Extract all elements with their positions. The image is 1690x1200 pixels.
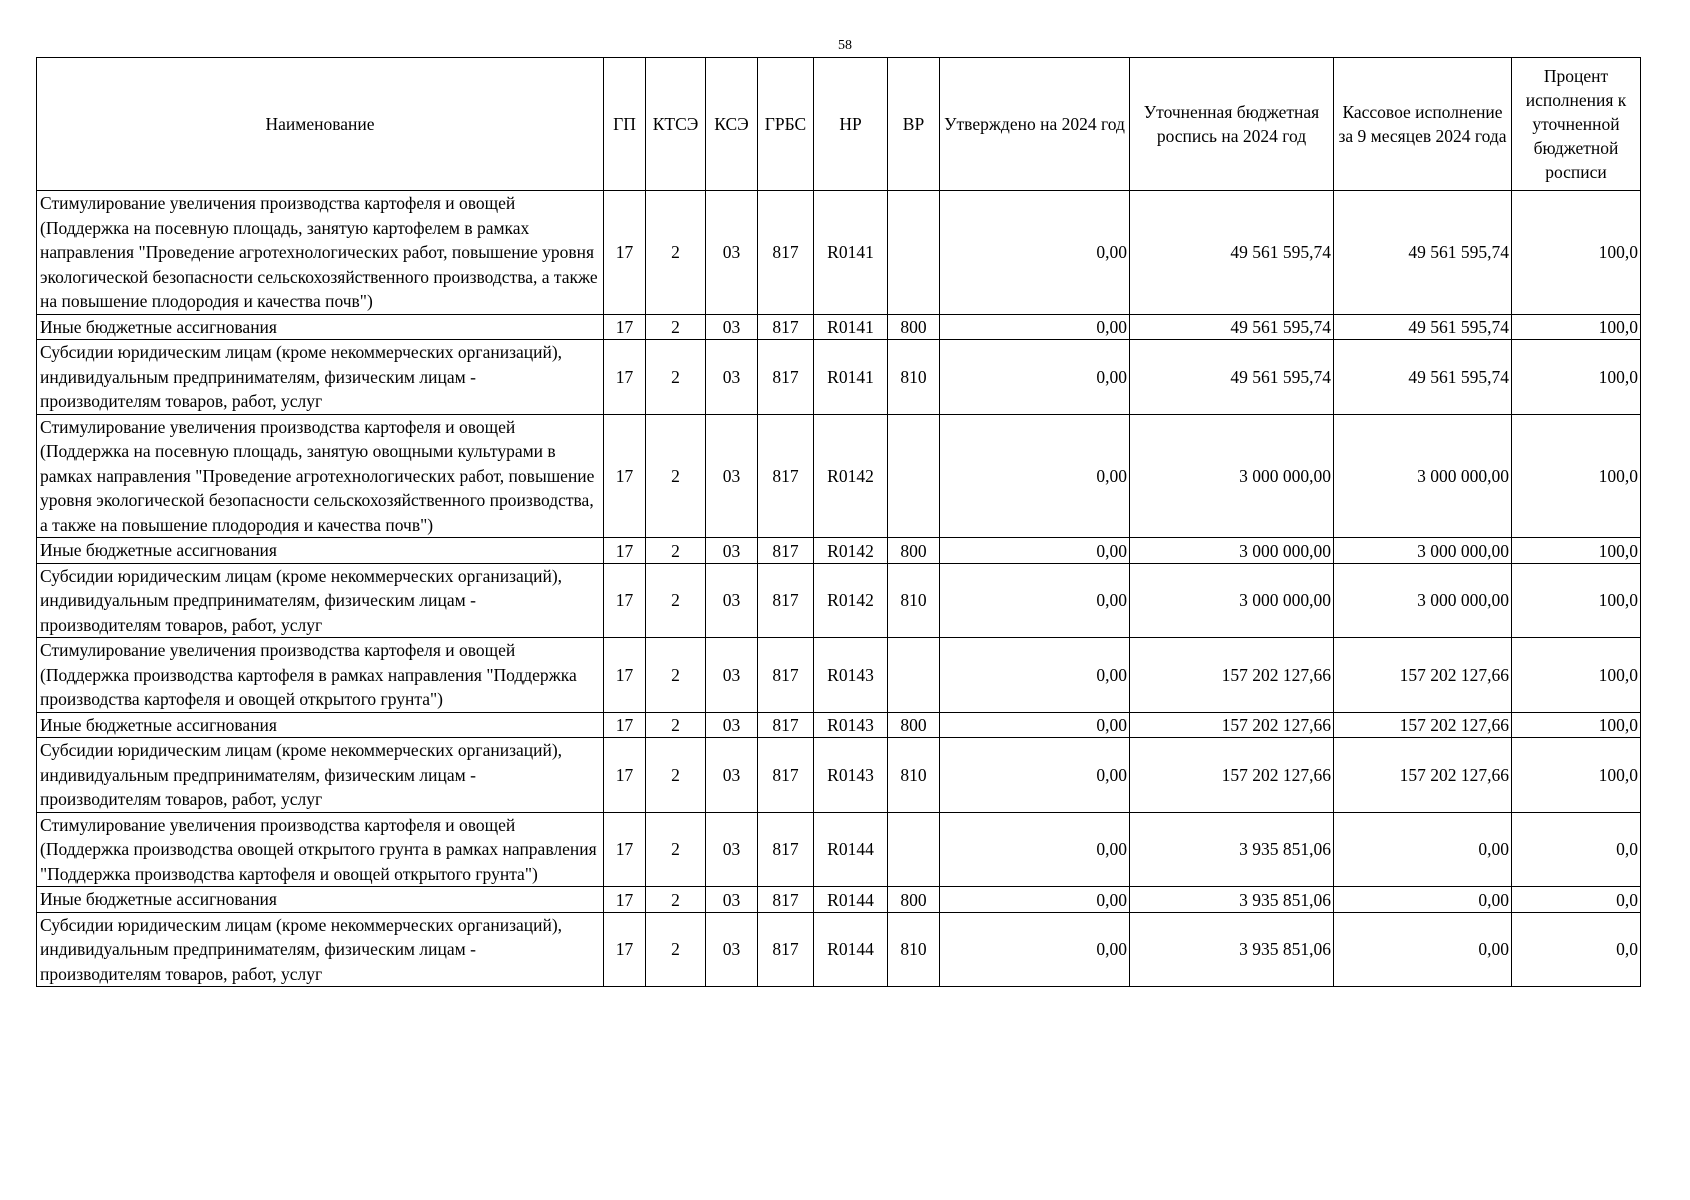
row-gp: 17 bbox=[604, 538, 646, 564]
table-row bbox=[37, 887, 1641, 913]
row-ktse: 2 bbox=[646, 738, 706, 813]
row-nr: R0141 bbox=[814, 191, 888, 315]
row-name: Иные бюджетные ассигнования bbox=[37, 887, 604, 913]
row-approved: 0,00 bbox=[940, 191, 1130, 315]
table-row bbox=[37, 538, 1641, 564]
row-kse: 03 bbox=[706, 340, 758, 415]
row-kse: 03 bbox=[706, 712, 758, 738]
table-row bbox=[37, 712, 1641, 738]
col-header-gp: ГП bbox=[604, 58, 646, 191]
row-vr: 810 bbox=[888, 912, 940, 987]
row-cash: 3 000 000,00 bbox=[1334, 538, 1512, 564]
row-grbs: 817 bbox=[758, 414, 814, 538]
row-vr: 800 bbox=[888, 887, 940, 913]
header-row bbox=[37, 58, 1641, 191]
col-header-grbs: ГРБС bbox=[758, 58, 814, 191]
row-ktse: 2 bbox=[646, 191, 706, 315]
table-row bbox=[37, 414, 1641, 538]
col-header-nr: НР bbox=[814, 58, 888, 191]
row-percent: 100,0 bbox=[1512, 563, 1641, 638]
row-nr: R0144 bbox=[814, 887, 888, 913]
row-nr: R0143 bbox=[814, 712, 888, 738]
row-refined: 157 202 127,66 bbox=[1130, 738, 1334, 813]
row-vr: 810 bbox=[888, 563, 940, 638]
row-percent: 100,0 bbox=[1512, 712, 1641, 738]
row-grbs: 817 bbox=[758, 738, 814, 813]
row-vr: 810 bbox=[888, 738, 940, 813]
row-kse: 03 bbox=[706, 738, 758, 813]
row-kse: 03 bbox=[706, 191, 758, 315]
table-row bbox=[37, 738, 1641, 813]
row-refined: 3 000 000,00 bbox=[1130, 538, 1334, 564]
row-cash: 0,00 bbox=[1334, 887, 1512, 913]
row-approved: 0,00 bbox=[940, 887, 1130, 913]
row-refined: 49 561 595,74 bbox=[1130, 191, 1334, 315]
row-name: Субсидии юридическим лицам (кроме некоммерческих организаций), индивидуальным предпринимателям, физическим лицам - производителям товаров, работ, услуг bbox=[37, 738, 604, 813]
row-cash: 49 561 595,74 bbox=[1334, 191, 1512, 315]
table-row bbox=[37, 638, 1641, 713]
row-name: Иные бюджетные ассигнования bbox=[37, 314, 604, 340]
row-refined: 49 561 595,74 bbox=[1130, 314, 1334, 340]
row-percent: 0,0 bbox=[1512, 887, 1641, 913]
row-kse: 03 bbox=[706, 414, 758, 538]
row-percent: 100,0 bbox=[1512, 314, 1641, 340]
row-cash: 157 202 127,66 bbox=[1334, 738, 1512, 813]
row-gp: 17 bbox=[604, 712, 646, 738]
row-ktse: 2 bbox=[646, 712, 706, 738]
table-row bbox=[37, 191, 1641, 315]
row-ktse: 2 bbox=[646, 414, 706, 538]
row-percent: 100,0 bbox=[1512, 638, 1641, 713]
row-grbs: 817 bbox=[758, 638, 814, 713]
row-cash: 3 000 000,00 bbox=[1334, 414, 1512, 538]
row-name: Стимулирование увеличения производства картофеля и овощей (Поддержка на посевную площадь, занятую картофелем в рамках направления "Проведение агротехнологических работ, повышение уровня экологической безопасности сельскохозяйственного производства, а также на повышение плодородия и качества почв") bbox=[37, 191, 604, 315]
row-vr bbox=[888, 414, 940, 538]
row-refined: 3 935 851,06 bbox=[1130, 912, 1334, 987]
row-vr bbox=[888, 191, 940, 315]
row-grbs: 817 bbox=[758, 887, 814, 913]
row-ktse: 2 bbox=[646, 638, 706, 713]
row-name: Субсидии юридическим лицам (кроме некоммерческих организаций), индивидуальным предпринимателям, физическим лицам - производителям товаров, работ, услуг bbox=[37, 563, 604, 638]
row-nr: R0144 bbox=[814, 812, 888, 887]
row-grbs: 817 bbox=[758, 538, 814, 564]
col-header-name: Наименование bbox=[37, 58, 604, 191]
col-header-refined: Уточненная бюджетная роспись на 2024 год bbox=[1130, 58, 1334, 191]
row-vr: 800 bbox=[888, 712, 940, 738]
row-vr bbox=[888, 812, 940, 887]
row-vr bbox=[888, 638, 940, 713]
row-percent: 0,0 bbox=[1512, 812, 1641, 887]
row-approved: 0,00 bbox=[940, 638, 1130, 713]
row-approved: 0,00 bbox=[940, 314, 1130, 340]
row-kse: 03 bbox=[706, 812, 758, 887]
row-refined: 3 935 851,06 bbox=[1130, 812, 1334, 887]
row-grbs: 817 bbox=[758, 191, 814, 315]
row-nr: R0141 bbox=[814, 340, 888, 415]
row-name: Стимулирование увеличения производства картофеля и овощей (Поддержка на посевную площадь, занятую овощными культурами в рамках направления "Проведение агротехнологических работ, повышение уровня экологической безопасности сельскохозяйственного производства, а также на повышение плодородия и качества почв") bbox=[37, 414, 604, 538]
col-header-vr: ВР bbox=[888, 58, 940, 191]
row-grbs: 817 bbox=[758, 563, 814, 638]
row-percent: 100,0 bbox=[1512, 538, 1641, 564]
row-ktse: 2 bbox=[646, 912, 706, 987]
row-approved: 0,00 bbox=[940, 563, 1130, 638]
row-name: Иные бюджетные ассигнования bbox=[37, 712, 604, 738]
row-gp: 17 bbox=[604, 887, 646, 913]
row-percent: 100,0 bbox=[1512, 738, 1641, 813]
row-nr: R0141 bbox=[814, 314, 888, 340]
row-approved: 0,00 bbox=[940, 538, 1130, 564]
row-nr: R0142 bbox=[814, 538, 888, 564]
row-vr: 810 bbox=[888, 340, 940, 415]
row-cash: 0,00 bbox=[1334, 812, 1512, 887]
row-kse: 03 bbox=[706, 563, 758, 638]
row-approved: 0,00 bbox=[940, 738, 1130, 813]
row-gp: 17 bbox=[604, 912, 646, 987]
row-kse: 03 bbox=[706, 638, 758, 713]
row-nr: R0142 bbox=[814, 414, 888, 538]
row-kse: 03 bbox=[706, 887, 758, 913]
row-name: Субсидии юридическим лицам (кроме некоммерческих организаций), индивидуальным предпринимателям, физическим лицам - производителям товаров, работ, услуг bbox=[37, 340, 604, 415]
row-ktse: 2 bbox=[646, 887, 706, 913]
row-refined: 3 935 851,06 bbox=[1130, 887, 1334, 913]
col-header-kse: КСЭ bbox=[706, 58, 758, 191]
row-cash: 157 202 127,66 bbox=[1334, 712, 1512, 738]
row-ktse: 2 bbox=[646, 314, 706, 340]
row-cash: 157 202 127,66 bbox=[1334, 638, 1512, 713]
row-gp: 17 bbox=[604, 191, 646, 315]
row-cash: 3 000 000,00 bbox=[1334, 563, 1512, 638]
row-gp: 17 bbox=[604, 812, 646, 887]
row-percent: 0,0 bbox=[1512, 912, 1641, 987]
row-percent: 100,0 bbox=[1512, 340, 1641, 415]
row-ktse: 2 bbox=[646, 812, 706, 887]
row-gp: 17 bbox=[604, 638, 646, 713]
row-nr: R0143 bbox=[814, 638, 888, 713]
row-refined: 157 202 127,66 bbox=[1130, 712, 1334, 738]
row-refined: 3 000 000,00 bbox=[1130, 414, 1334, 538]
row-name: Субсидии юридическим лицам (кроме некоммерческих организаций), индивидуальным предпринимателям, физическим лицам - производителям товаров, работ, услуг bbox=[37, 912, 604, 987]
table-row bbox=[37, 812, 1641, 887]
table-row bbox=[37, 314, 1641, 340]
col-header-approved: Утверждено на 2024 год bbox=[940, 58, 1130, 191]
row-grbs: 817 bbox=[758, 912, 814, 987]
row-percent: 100,0 bbox=[1512, 414, 1641, 538]
row-kse: 03 bbox=[706, 538, 758, 564]
row-gp: 17 bbox=[604, 414, 646, 538]
table-row bbox=[37, 912, 1641, 987]
row-vr: 800 bbox=[888, 314, 940, 340]
row-refined: 3 000 000,00 bbox=[1130, 563, 1334, 638]
row-grbs: 817 bbox=[758, 314, 814, 340]
page-number: 58 bbox=[838, 38, 852, 53]
row-approved: 0,00 bbox=[940, 912, 1130, 987]
budget-table bbox=[36, 57, 1641, 987]
row-ktse: 2 bbox=[646, 563, 706, 638]
row-approved: 0,00 bbox=[940, 812, 1130, 887]
row-ktse: 2 bbox=[646, 538, 706, 564]
row-cash: 0,00 bbox=[1334, 912, 1512, 987]
row-nr: R0143 bbox=[814, 738, 888, 813]
row-approved: 0,00 bbox=[940, 414, 1130, 538]
row-approved: 0,00 bbox=[940, 340, 1130, 415]
row-gp: 17 bbox=[604, 314, 646, 340]
table-row bbox=[37, 340, 1641, 415]
row-name: Стимулирование увеличения производства картофеля и овощей (Поддержка производства картофеля в рамках направления "Поддержка производства картофеля и овощей открытого грунта") bbox=[37, 638, 604, 713]
row-kse: 03 bbox=[706, 314, 758, 340]
row-refined: 157 202 127,66 bbox=[1130, 638, 1334, 713]
row-percent: 100,0 bbox=[1512, 191, 1641, 315]
row-vr: 800 bbox=[888, 538, 940, 564]
row-gp: 17 bbox=[604, 340, 646, 415]
row-kse: 03 bbox=[706, 912, 758, 987]
row-grbs: 817 bbox=[758, 812, 814, 887]
row-name: Стимулирование увеличения производства картофеля и овощей (Поддержка производства овощей открытого грунта в рамках направления "Поддержка производства картофеля и овощей открытого грунта") bbox=[37, 812, 604, 887]
row-ktse: 2 bbox=[646, 340, 706, 415]
row-approved: 0,00 bbox=[940, 712, 1130, 738]
table-row bbox=[37, 563, 1641, 638]
row-nr: R0142 bbox=[814, 563, 888, 638]
row-nr: R0144 bbox=[814, 912, 888, 987]
row-cash: 49 561 595,74 bbox=[1334, 314, 1512, 340]
row-grbs: 817 bbox=[758, 340, 814, 415]
col-header-ktse: КТСЭ bbox=[646, 58, 706, 191]
row-cash: 49 561 595,74 bbox=[1334, 340, 1512, 415]
col-header-cash: Кассовое исполнение за 9 месяцев 2024 года bbox=[1334, 58, 1512, 191]
row-refined: 49 561 595,74 bbox=[1130, 340, 1334, 415]
col-header-percent: Процент исполнения к уточненной бюджетной росписи bbox=[1512, 58, 1641, 191]
row-gp: 17 bbox=[604, 563, 646, 638]
row-name: Иные бюджетные ассигнования bbox=[37, 538, 604, 564]
row-grbs: 817 bbox=[758, 712, 814, 738]
row-gp: 17 bbox=[604, 738, 646, 813]
